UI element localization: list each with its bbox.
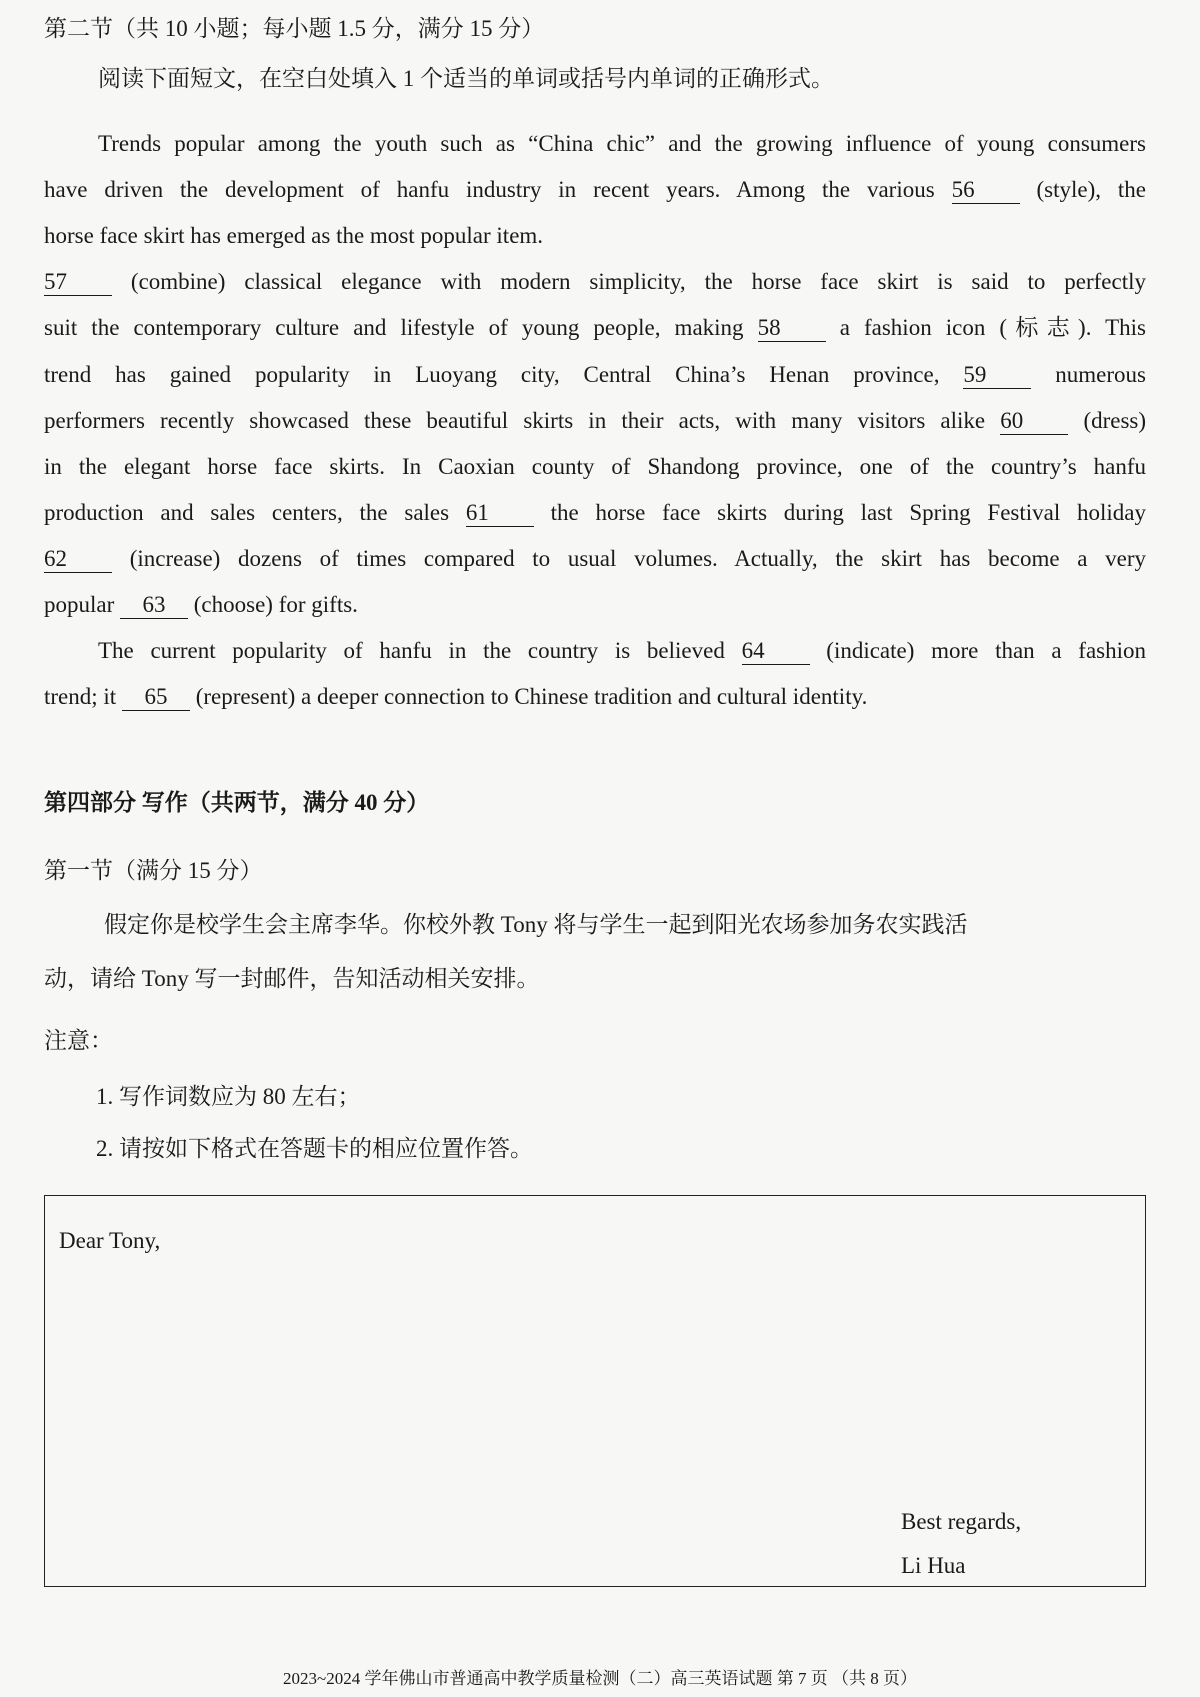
passage-line-13: trend; it 65 (represent) a deeper connection to Chinese tradition and cultural identity. <box>44 684 868 709</box>
notes-title: 注意： <box>44 1028 113 1053</box>
passage-line-4: 57 (combine) classical elegance with modern simplicity, the horse face skirt is said to perfectly <box>44 269 1146 294</box>
task-line-1: 假定你是校学生会主席李华。你校外教 Tony 将与学生一起到阳光农场参加务农实践活 <box>104 912 968 937</box>
blank-61[interactable]: 61 <box>466 500 534 527</box>
part4-section1: 第一节（满分 15 分） <box>44 858 263 883</box>
section2-header: 第二节（共 10 小题；每小题 1.5 分，满分 15 分） <box>44 16 545 41</box>
passage-line-8: in the elegant horse face skirts. In Caoxian county of Shandong province, one of the country’s hanfu <box>44 454 1146 479</box>
blank-62[interactable]: 62 <box>44 546 112 573</box>
passage-line-11: popular 63 (choose) for gifts. <box>44 592 358 617</box>
passage-line-2: have driven the development of hanfu industry in recent years. Among the various 56 (style), the <box>44 177 1147 202</box>
blank-56[interactable]: 56 <box>952 177 1020 204</box>
blank-65[interactable]: 65 <box>122 684 190 711</box>
note-2: 2. 请按如下格式在答题卡的相应位置作答。 <box>96 1136 533 1161</box>
passage-line-10: 62 (increase) dozens of times compared to usual volumes. Actually, the skirt has become a very <box>44 546 1146 571</box>
letter-signature: Li Hua <box>901 1553 966 1578</box>
part4-header: 第四部分 写作（共两节，满分 40 分） <box>44 790 430 815</box>
blank-57[interactable]: 57 <box>44 269 112 296</box>
passage-line-7: performers recently showcased these beautiful skirts in their acts, with many visitors alike 60 (dress) <box>44 408 1147 433</box>
passage-line-12: The current popularity of hanfu in the country is believed 64 (indicate) more than a fashion <box>98 638 1147 663</box>
letter-closing-block <box>901 1500 1021 1588</box>
note-1: 1. 写作词数应为 80 左右； <box>96 1084 361 1109</box>
letter-closing: Best regards, <box>901 1509 1022 1534</box>
letter-format-box[interactable] <box>44 1195 1146 1587</box>
blank-58[interactable]: 58 <box>758 315 826 342</box>
passage-line-1: Trends popular among the youth such as “China chic” and the growing influence of young consumers <box>98 131 1146 156</box>
blank-63[interactable]: 63 <box>120 592 188 619</box>
passage-line-5: suit the contemporary culture and lifestyle of young people, making 58 a fashion icon (标志). This <box>44 315 1147 340</box>
passage-line-9: production and sales centers, the sales 61 the horse face skirts during last Spring Festival holiday <box>44 500 1147 525</box>
blank-59[interactable]: 59 <box>963 362 1031 389</box>
section2-instruction: 阅读下面短文，在空白处填入 1 个适当的单词或括号内单词的正确形式。 <box>98 66 834 91</box>
task-line-2: 动，请给 Tony 写一封邮件，告知活动相关安排。 <box>44 966 540 991</box>
blank-64[interactable]: 64 <box>742 638 810 665</box>
passage-line-3: horse face skirt has emerged as the most popular item. <box>44 223 544 248</box>
passage-line-6: trend has gained popularity in Luoyang city, Central China’s Henan province, 59 numerous <box>44 362 1147 387</box>
letter-greeting: Dear Tony, <box>59 1228 161 1253</box>
page-footer: 2023~2024 学年佛山市普通高中教学质量检测（二）高三英语试题 第 7 页 （共 8 页） <box>283 1669 917 1688</box>
blank-60[interactable]: 60 <box>1000 408 1068 435</box>
